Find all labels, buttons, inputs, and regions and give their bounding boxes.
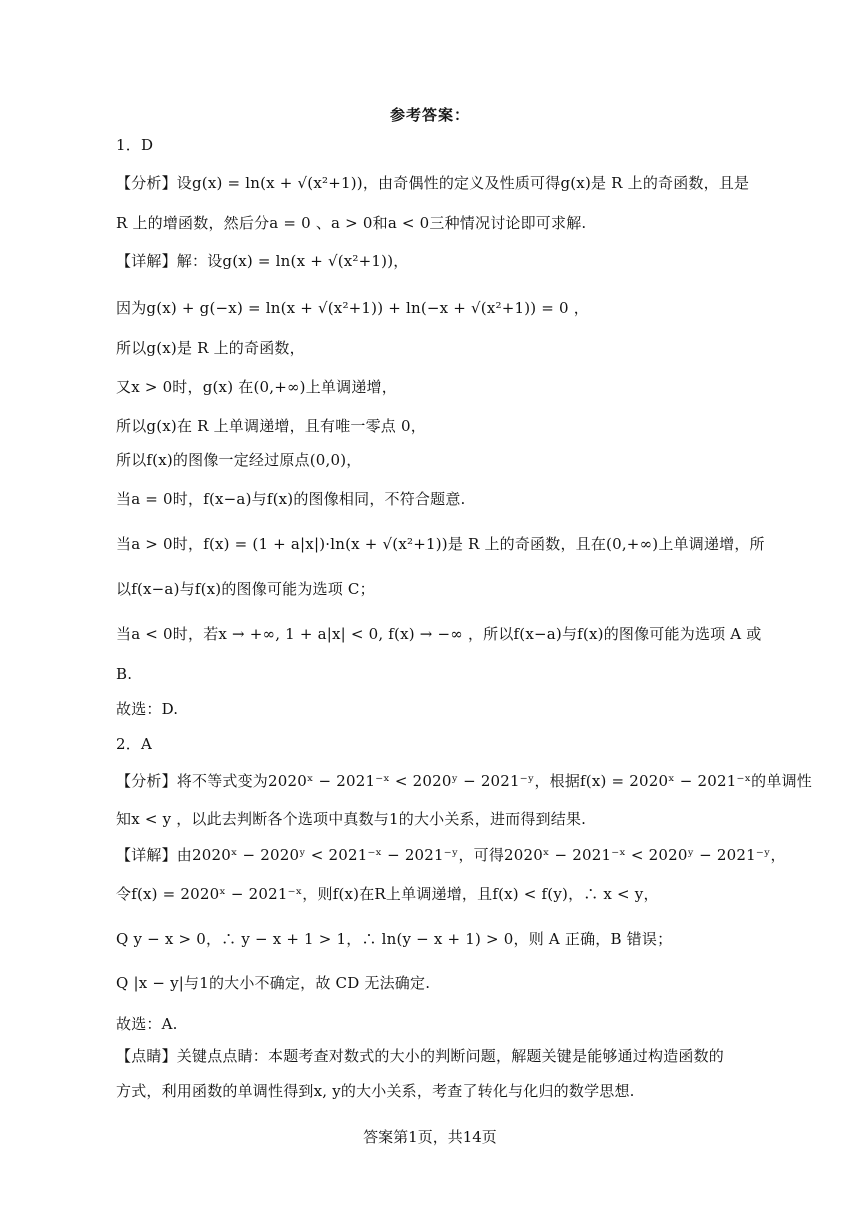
detail-line-2: 因为g(x) + g(−x) = ln(x + √(x²+1)) + ln(−x + √(x²+1)) = 0 ， [116, 299, 589, 317]
comment-line-2: 方式，利用函数的单调性得到x, y的大小关系，考查了转化与化归的数学思想. [116, 1082, 635, 1100]
conclusion-2: 故选：A. [116, 1015, 178, 1033]
conclusion-1: 故选：D. [116, 700, 179, 718]
detail-line-5: 所以g(x)在 R 上单调递增，且有唯一零点 0， [116, 417, 426, 435]
comment-line-1: 【点睛】关键点点睛：本题考查对数式的大小的判断问题，解题关键是能够通过构造函数的 [116, 1047, 725, 1065]
detail-line-4: 又x > 0时，g(x) 在(0,+∞)上单调递增， [116, 378, 397, 396]
detail-line-9: 以f(x−a)与f(x)的图像可能为选项 C； [116, 580, 375, 598]
answer-1-label: 1．D [116, 136, 154, 154]
analysis2-line-1: 【分析】将不等式变为2020ˣ − 2021⁻ˣ < 2020ʸ − 2021⁻ʸ，根据f(x) = 2020ˣ − 2021⁻ˣ的单调性 [116, 772, 812, 790]
page-title: 参考答案： [389, 106, 470, 124]
page-footer: 答案第1页，共14页 [363, 1128, 497, 1146]
detail-line-11: B. [116, 665, 133, 683]
analysis-line-2: R 上的增函数，然后分a = 0 、a > 0和a < 0三种情况讨论即可求解. [116, 214, 587, 232]
analysis2-line-2: 知x < y ，以此去判断各个选项中真数与1的大小关系，进而得到结果. [116, 810, 587, 828]
detail-line-1: 【详解】解：设g(x) = ln(x + √(x²+1))， [116, 252, 409, 270]
analysis-line-1: 【分析】设g(x) = ln(x + √(x²+1))，由奇偶性的定义及性质可得g(x)是 R 上的奇函数，且是 [116, 174, 750, 192]
detail-line-7: 当a = 0时，f(x−a)与f(x)的图像相同，不符合题意. [116, 490, 466, 508]
detail-line-3: 所以g(x)是 R 上的奇函数， [116, 339, 305, 357]
detail-line-6: 所以f(x)的图像一定经过原点(0,0)， [116, 451, 362, 469]
detail-line-10: 当a < 0时，若x → +∞, 1 + a|x| < 0, f(x) → −∞ ，所以f(x−a)与f(x)的图像可能为选项 A 或 [116, 625, 762, 643]
detail2-line-3: Q y − x > 0，∴ y − x + 1 > 1，∴ ln(y − x + 1) > 0，则 A 正确，B 错误； [116, 930, 673, 948]
detail2-line-4: Q |x − y|与1的大小不确定，故 CD 无法确定. [116, 974, 431, 992]
answer-2-label: 2．A [116, 735, 152, 753]
detail-line-8: 当a > 0时，f(x) = (1 + a|x|)·ln(x + √(x²+1))是 R 上的奇函数，且在(0,+∞)上单调递增，所 [116, 535, 765, 553]
detail2-line-1: 【详解】由2020ˣ − 2020ʸ < 2021⁻ˣ − 2021⁻ʸ，可得2020ˣ − 2021⁻ˣ < 2020ʸ − 2021⁻ʸ， [116, 846, 786, 864]
detail2-line-2: 令f(x) = 2020ˣ − 2021⁻ˣ，则f(x)在R上单调递增，且f(x) < f(y)，∴ x < y， [116, 885, 659, 903]
